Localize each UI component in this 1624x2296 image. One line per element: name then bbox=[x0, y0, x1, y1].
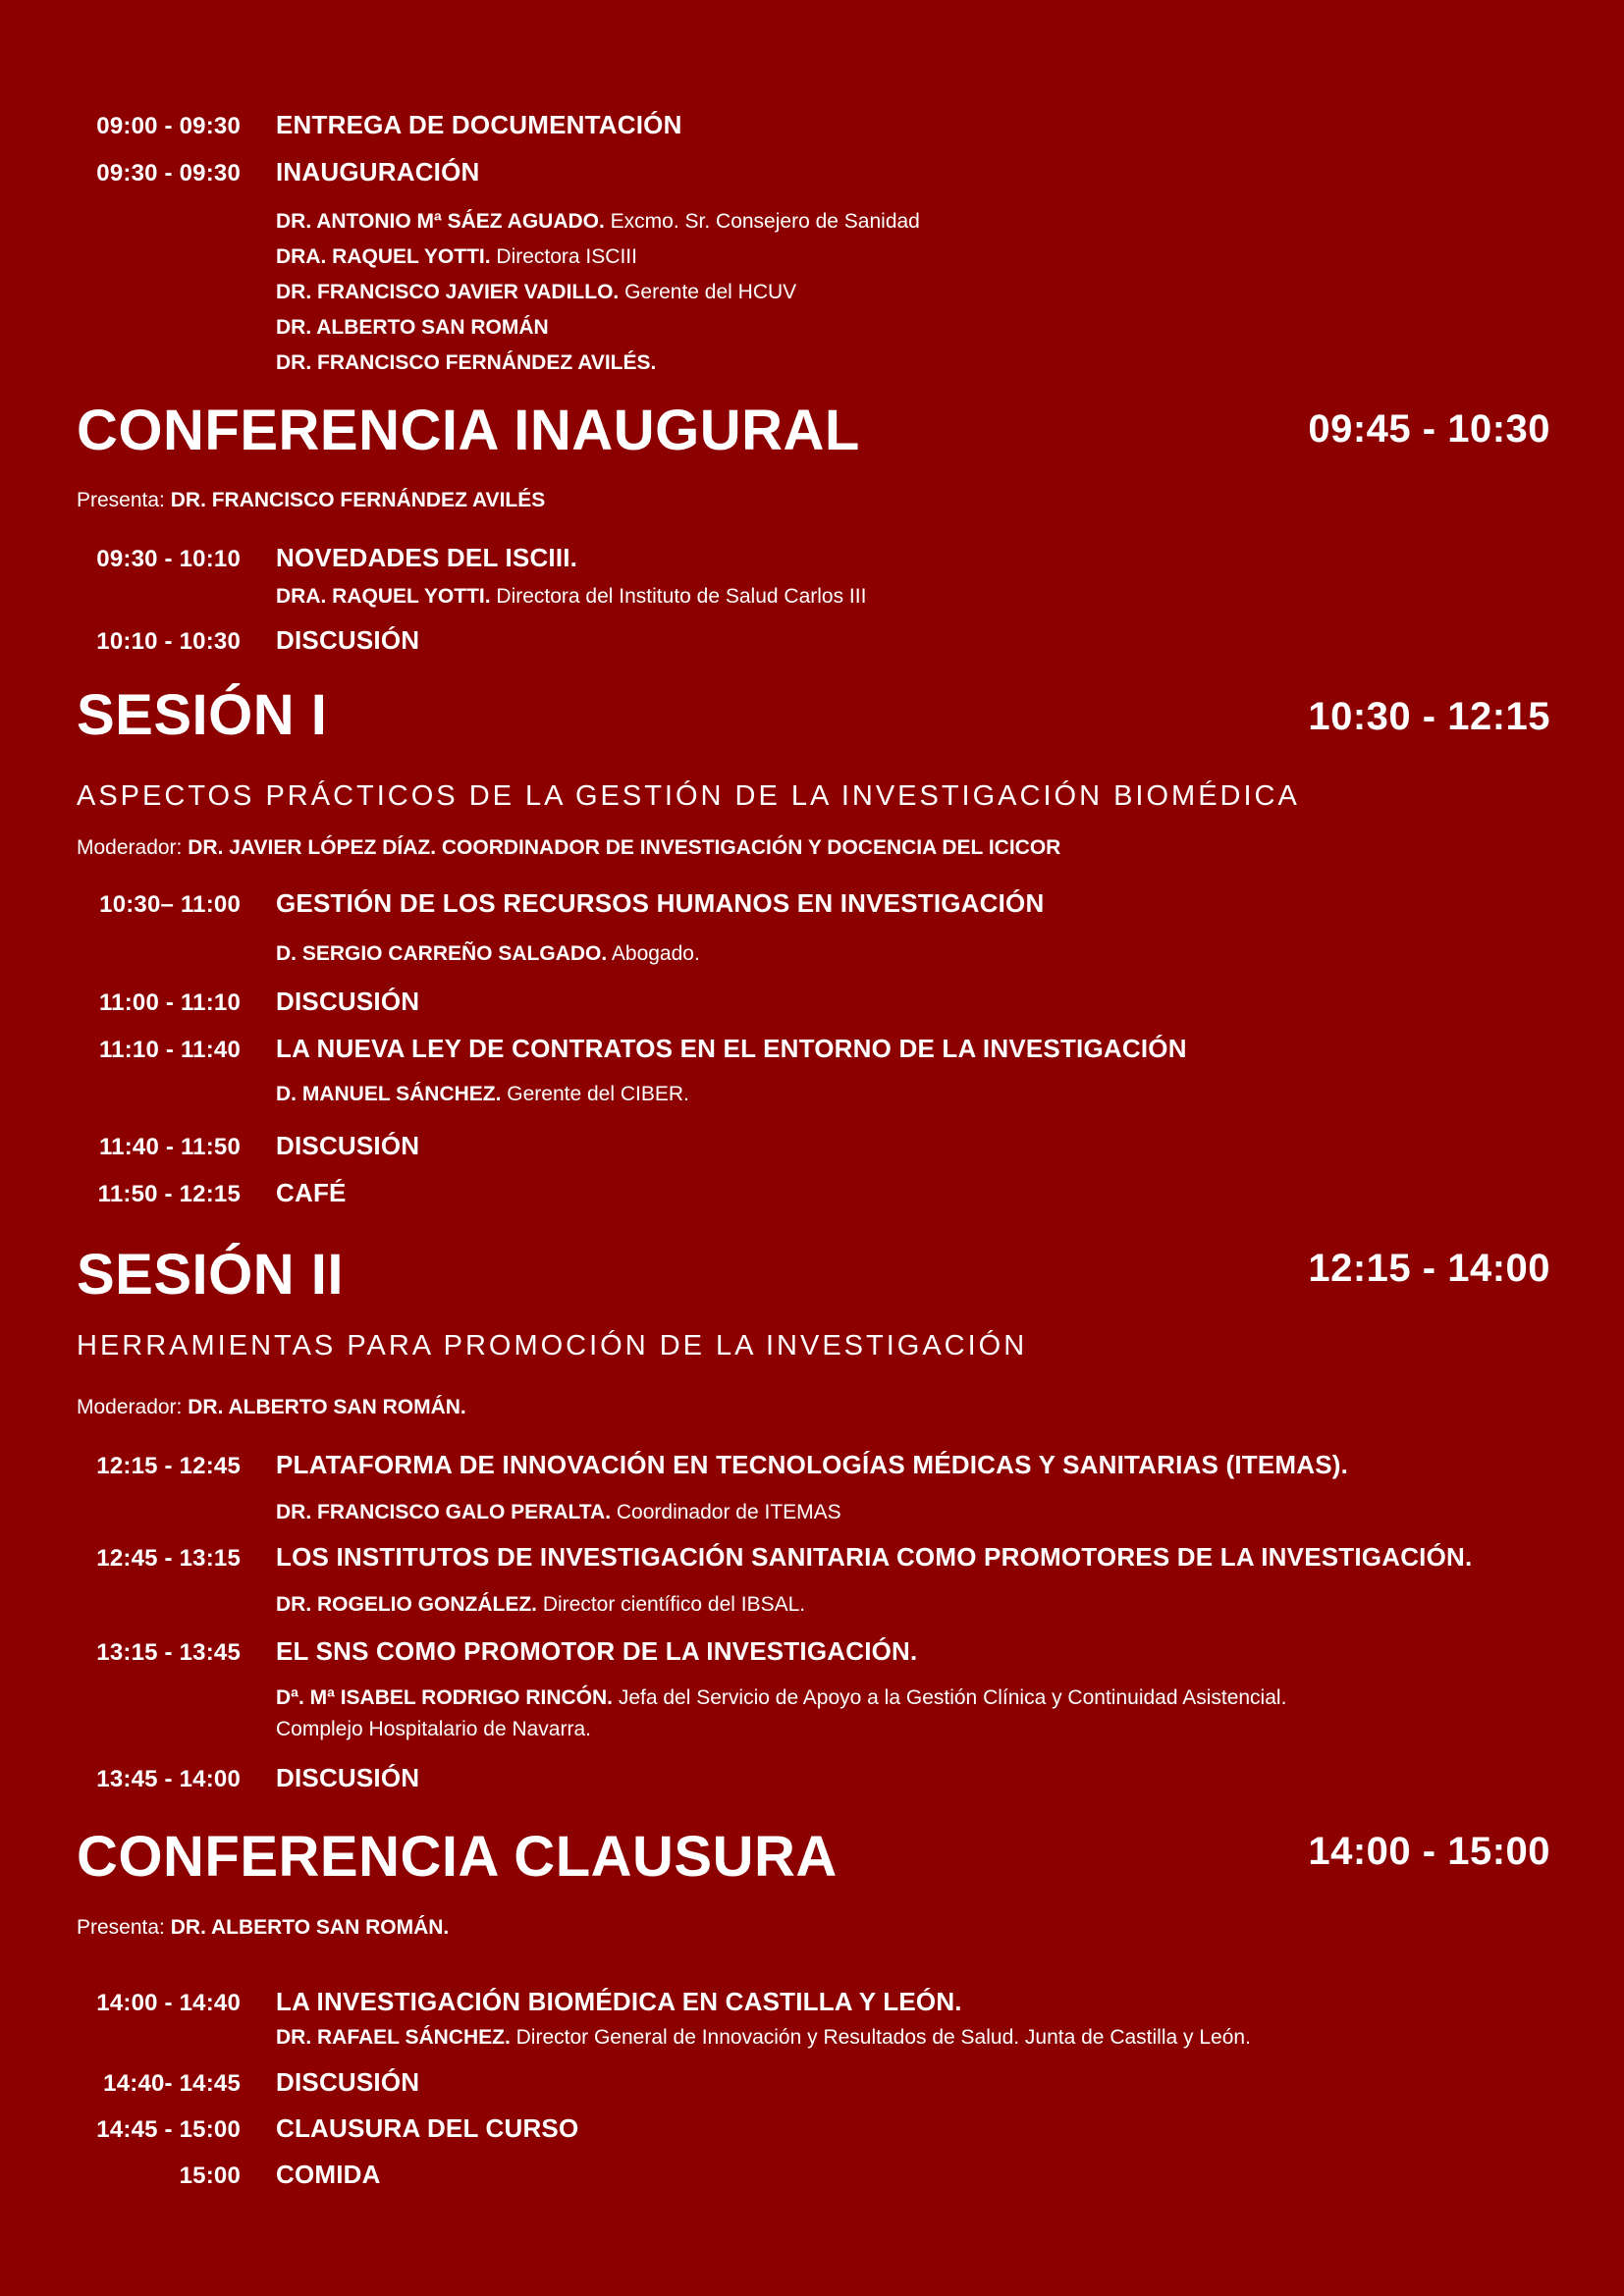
speaker bbox=[276, 281, 796, 304]
speaker-role: Coordinador de ITEMAS bbox=[611, 1501, 841, 1523]
item-title: INAUGURACIÓN bbox=[276, 157, 480, 187]
presenter-label: Presenta: bbox=[77, 1916, 171, 1939]
speaker-role: Complejo Hospitalario de Navarra. bbox=[276, 1718, 591, 1740]
speaker bbox=[276, 245, 637, 269]
presenter-name: DR. ALBERTO SAN ROMÁN. bbox=[170, 1916, 450, 1939]
section-time: 14:00 - 15:00 bbox=[1308, 1830, 1550, 1873]
item-time: 14:00 - 14:40 bbox=[96, 1990, 241, 2016]
moderator-name: DR. ALBERTO SAN ROMÁN. bbox=[188, 1396, 466, 1418]
speaker-role: Directora del Instituto de Salud Carlos III bbox=[490, 585, 867, 608]
speaker bbox=[276, 942, 700, 966]
speaker-name: DR. FRANCISCO GALO PERALTA. bbox=[276, 1501, 612, 1523]
item-title: LOS INSTITUTOS DE INVESTIGACIÓN SANITARIA COMO PROMOTORES DE LA INVESTIGACIÓN. bbox=[276, 1542, 1473, 1572]
speaker-name: DR. ROGELIO GONZÁLEZ. bbox=[276, 1593, 537, 1616]
speaker bbox=[276, 316, 549, 340]
presenter-line bbox=[77, 1916, 449, 1940]
moderator-line bbox=[77, 1396, 466, 1419]
presenter-label: Presenta: bbox=[77, 489, 171, 511]
item-time: 10:10 - 10:30 bbox=[96, 628, 241, 655]
moderator-line bbox=[77, 836, 1060, 860]
speaker-affiliation bbox=[276, 1718, 591, 1741]
item-title: DISCUSIÓN bbox=[276, 625, 420, 655]
speaker-name: DR. ALBERTO SAN ROMÁN bbox=[276, 316, 549, 339]
moderator-label: Moderador: bbox=[77, 1396, 189, 1418]
item-time: 11:00 - 11:10 bbox=[98, 989, 241, 1016]
item-title: ENTREGA DE DOCUMENTACIÓN bbox=[276, 110, 682, 139]
speaker-name: DR. ANTONIO Mª SÁEZ AGUADO. bbox=[276, 210, 605, 233]
moderator-name: DR. JAVIER LÓPEZ DÍAZ. COORDINADOR DE INVESTIGACIÓN Y DOCENCIA DEL ICICOR bbox=[188, 836, 1061, 859]
agenda-item bbox=[0, 1636, 1624, 1667]
agenda-item bbox=[0, 110, 1624, 140]
presenter-line bbox=[77, 489, 545, 512]
agenda-item bbox=[0, 1542, 1624, 1573]
item-time: 13:15 - 13:45 bbox=[96, 1639, 241, 1666]
section-time: 10:30 - 12:15 bbox=[1308, 695, 1550, 738]
item-title: NOVEDADES DEL ISCIII. bbox=[276, 543, 578, 572]
agenda-item bbox=[0, 1034, 1624, 1064]
speaker bbox=[276, 585, 866, 609]
item-title: CAFÉ bbox=[276, 1178, 347, 1207]
section-heading: CONFERENCIA INAUGURAL bbox=[77, 399, 860, 462]
speaker-role: Abogado. bbox=[607, 942, 700, 965]
speaker-role: Directora ISCIII bbox=[490, 245, 637, 268]
section-time: 09:45 - 10:30 bbox=[1308, 407, 1550, 451]
speaker-role: Director General de Innovación y Resultados de Salud. Junta de Castilla y León. bbox=[510, 2026, 1251, 2049]
speaker-role: Jefa del Servicio de Apoyo a la Gestión Clínica y Continuidad Asistencial. bbox=[613, 1686, 1287, 1709]
presenter-name: DR. FRANCISCO FERNÁNDEZ AVILÉS bbox=[170, 489, 546, 511]
speaker-name: Dª. Mª ISABEL RODRIGO RINCÓN. bbox=[276, 1686, 614, 1709]
agenda-item bbox=[0, 1178, 1624, 1208]
speaker-name: DR. FRANCISCO FERNÁNDEZ AVILÉS. bbox=[276, 351, 657, 374]
item-time: 14:40- 14:45 bbox=[103, 2070, 241, 2097]
item-time: 12:45 - 13:15 bbox=[96, 1545, 241, 1572]
section-subtitle: HERRAMIENTAS PARA PROMOCIÓN DE LA INVESTIGACIÓN bbox=[77, 1330, 1028, 1362]
item-time: 11:40 - 11:50 bbox=[98, 1134, 241, 1160]
item-time: 11:10 - 11:40 bbox=[98, 1037, 241, 1063]
speaker bbox=[276, 1083, 689, 1106]
speaker bbox=[276, 210, 920, 234]
item-title: CLAUSURA DEL CURSO bbox=[276, 2113, 579, 2143]
speaker-role: Gerente del CIBER. bbox=[501, 1083, 689, 1105]
item-time: 10:30– 11:00 bbox=[99, 891, 241, 918]
speaker bbox=[276, 1501, 841, 1524]
speaker bbox=[276, 2026, 1251, 2050]
speaker-name: DRA. RAQUEL YOTTI. bbox=[276, 585, 491, 608]
item-title: LA INVESTIGACIÓN BIOMÉDICA EN CASTILLA Y LEÓN. bbox=[276, 1987, 962, 2016]
section-subtitle: ASPECTOS PRÁCTICOS DE LA GESTIÓN DE LA INVESTIGACIÓN BIOMÉDICA bbox=[77, 780, 1300, 812]
section-heading: SESIÓN II bbox=[77, 1243, 345, 1307]
item-time: 11:50 - 12:15 bbox=[97, 1181, 241, 1207]
speaker-name: D. MANUEL SÁNCHEZ. bbox=[276, 1083, 502, 1105]
agenda-item bbox=[0, 1987, 1624, 2017]
item-title: DISCUSIÓN bbox=[276, 1131, 420, 1160]
agenda-item bbox=[0, 2160, 1624, 2190]
item-time: 09:30 - 09:30 bbox=[96, 160, 241, 187]
speaker-name: DR. RAFAEL SÁNCHEZ. bbox=[276, 2026, 511, 2049]
agenda-item bbox=[0, 157, 1624, 187]
agenda-item bbox=[0, 2113, 1624, 2144]
agenda-item bbox=[0, 543, 1624, 573]
agenda-item bbox=[0, 888, 1624, 919]
item-title: DISCUSIÓN bbox=[276, 987, 420, 1016]
speaker bbox=[276, 1686, 1286, 1710]
item-time: 12:15 - 12:45 bbox=[96, 1453, 241, 1479]
item-time: 09:00 - 09:30 bbox=[96, 113, 241, 139]
item-title: PLATAFORMA DE INNOVACIÓN EN TECNOLOGÍAS MÉDICAS Y SANITARIAS (ITEMAS). bbox=[276, 1450, 1349, 1479]
moderator-label: Moderador: bbox=[77, 836, 189, 859]
speaker-name: DR. FRANCISCO JAVIER VADILLO. bbox=[276, 281, 620, 303]
speaker-role: Excmo. Sr. Consejero de Sanidad bbox=[604, 210, 920, 233]
agenda-item bbox=[0, 987, 1624, 1017]
agenda-item bbox=[0, 625, 1624, 656]
speaker-name: D. SERGIO CARREÑO SALGADO. bbox=[276, 942, 608, 965]
item-time: 15:00 bbox=[179, 2163, 241, 2189]
speaker-name: DRA. RAQUEL YOTTI. bbox=[276, 245, 491, 268]
speaker-role: Gerente del HCUV bbox=[619, 281, 797, 303]
item-title: DISCUSIÓN bbox=[276, 1763, 420, 1792]
item-time: 14:45 - 15:00 bbox=[96, 2116, 241, 2143]
speaker-role: Director científico del IBSAL. bbox=[537, 1593, 806, 1616]
section-heading: CONFERENCIA CLAUSURA bbox=[77, 1825, 838, 1889]
item-title: DISCUSIÓN bbox=[276, 2067, 420, 2097]
speaker bbox=[276, 1593, 805, 1617]
speaker bbox=[276, 351, 656, 375]
item-time: 09:30 - 10:10 bbox=[96, 546, 241, 572]
item-title: LA NUEVA LEY DE CONTRATOS EN EL ENTORNO DE LA INVESTIGACIÓN bbox=[276, 1034, 1187, 1063]
agenda-item bbox=[0, 1763, 1624, 1793]
section-time: 12:15 - 14:00 bbox=[1308, 1247, 1550, 1290]
item-title: EL SNS COMO PROMOTOR DE LA INVESTIGACIÓN. bbox=[276, 1636, 918, 1666]
agenda-item bbox=[0, 1131, 1624, 1161]
item-title: GESTIÓN DE LOS RECURSOS HUMANOS EN INVESTIGACIÓN bbox=[276, 888, 1045, 918]
agenda-item bbox=[0, 1450, 1624, 1480]
section-heading: SESIÓN I bbox=[77, 683, 328, 747]
item-title: COMIDA bbox=[276, 2160, 381, 2189]
item-time: 13:45 - 14:00 bbox=[96, 1766, 241, 1792]
agenda-item bbox=[0, 2067, 1624, 2098]
